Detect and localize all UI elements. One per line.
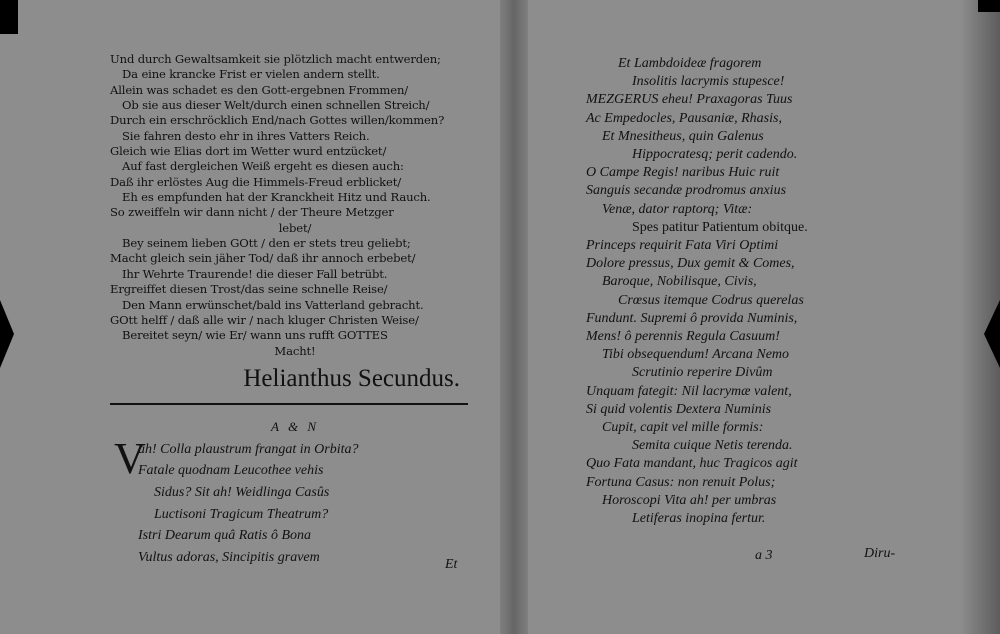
latin-verse-line: Fortuna Casus: non renuit Polus; — [586, 474, 776, 490]
latin-verse-line: Venæ, dator raptorq; Vitæ: — [602, 201, 753, 217]
verse-line: Allein was schadet es den Gott-ergebnen Frommen/ — [110, 82, 409, 97]
verse-line: lebet/ — [278, 220, 312, 235]
left-page — [110, 52, 480, 568]
latin-lines — [110, 433, 480, 569]
latin-verse-line: ah! Colla plaustrum frangat in Orbita? — [138, 441, 359, 457]
page-clip-right — [984, 300, 1000, 368]
book-gutter — [500, 0, 528, 634]
latin-verse-line: Dolore pressus, Dux gemit & Comes, — [586, 256, 795, 272]
latin-verse-line: Et Mnesitheus, quin Galenus — [602, 128, 764, 144]
latin-verse-line: Hippocratesq; perit cadendo. — [632, 147, 798, 163]
latin-verse-line: Insolitis lacrymis stupesce! — [632, 74, 785, 90]
verse-line: Sie fahren desto ehr in ihres Vatters Reich. — [122, 128, 370, 143]
verse-line: Und durch Gewaltsamkeit sie plötzlich macht entwerden; — [110, 52, 441, 66]
latin-verse-line: Vultus adoras, Sincipitis gravem — [138, 549, 320, 565]
verse-line: Daß ihr erlöstes Aug die Himmels-Freud erblicket/ — [110, 174, 401, 189]
latin-verse-line: Spes patitur Patientum obitque. — [632, 219, 808, 235]
latin-verse-line: Tibi obsequendum! Arcana Nemo — [602, 347, 790, 363]
latin-verse-line: Baroque, Nobilisque, Civis, — [602, 274, 757, 290]
verse-line: Bey seinem lieben GOtt / den er stets treu geliebt; — [122, 236, 411, 251]
latin-poem — [110, 433, 480, 569]
latin-verse-line: Sanguis secandæ prodromus anxius — [586, 183, 787, 199]
latin-verse-line: Crœsus itemque Codrus querelas — [618, 292, 804, 308]
latin-verse-line: Letiferas inopina fertur. — [632, 511, 766, 527]
verse-line: So zweiffeln wir dann nicht / der Theure Metzger — [110, 205, 394, 220]
latin-verse-line: Scrutinio reperire Divûm — [632, 365, 773, 381]
latin-verse-line: Ac Empedocles, Pausaniæ, Rhasis, — [586, 110, 782, 126]
latin-verse-line: Horoscopi Vita ah! per umbras — [602, 492, 777, 508]
verse-line: Macht gleich sein jäher Tod/ daß ihr annoch erbebet/ — [110, 251, 416, 266]
latin-verse-line: Mens! ô perennis Regula Casuum! — [586, 329, 780, 345]
latin-verse-line: Luctisoni Tragicum Theatrum? — [154, 506, 329, 522]
verse-line: Da eine krancke Frist er vielen andern stellt. — [122, 67, 380, 82]
latin-ode — [586, 55, 916, 528]
page-clip-left — [0, 300, 14, 368]
scan-corner-dark — [0, 0, 18, 34]
latin-verse-line: Si quid volentis Dextera Numinis — [586, 401, 772, 417]
verse-line: Den Mann erwünschet/bald ins Vatterland gebracht. — [122, 297, 424, 312]
catchword-left: Et — [445, 557, 458, 572]
latin-verse-line: Et Lambdoideæ fragorem — [618, 56, 762, 71]
latin-verse-line: Sidus? Sit ah! Weidlinga Casûs — [154, 485, 330, 501]
verse-line: Ihr Wehrte Traurende! die dieser Fall betrübt. — [122, 266, 388, 281]
catchword-right: Diru- — [864, 546, 896, 561]
verse-line: Ob sie aus dieser Welt/durch einen schnellen Streich/ — [122, 98, 430, 113]
section-ornament: A & N — [271, 418, 319, 434]
latin-verse-line: Quo Fata mandant, huc Tragicos agit — [586, 456, 798, 472]
verse-line: Bereitet seyn/ wie Er/ wann uns rufft GOTTES — [122, 328, 388, 343]
verse-line: Macht! — [274, 343, 316, 358]
latin-verse-line: Semita cuique Netis terenda. — [632, 438, 793, 454]
verse-line: Gleich wie Elias dort im Wetter wurd entzücket/ — [110, 144, 387, 159]
verse-line: GOtt helff / daß alle wir / nach kluger Christen Weise/ — [110, 312, 419, 327]
author-signature: Helianthus Secundus. — [243, 364, 460, 392]
german-poem — [110, 52, 480, 359]
verse-line: Ergreiffet diesen Trost/das seine schnelle Reise/ — [110, 282, 388, 297]
right-page — [586, 55, 916, 528]
latin-verse-line: MEZGERUS eheu! Praxagoras Tuus — [586, 92, 793, 108]
verse-line: Auf fast dergleichen Weiß ergeht es diesen auch: — [122, 159, 404, 174]
latin-verse-line: Istri Dearum quâ Ratis ô Bona — [138, 528, 312, 544]
latin-verse-line: Fundunt. Supremi ô provida Numinis, — [586, 310, 798, 326]
verse-line: Durch ein erschröcklich End/nach Gottes willen/kommen? — [110, 113, 445, 128]
latin-verse-line: Unquam fategit: Nil lacrymæ valent, — [586, 383, 792, 399]
latin-verse-line: Cupit, capit vel mille formis: — [602, 420, 764, 436]
section-rule — [110, 403, 468, 405]
drop-cap: V — [114, 433, 146, 483]
latin-verse-line: O Campe Regis! naribus Huic ruit — [586, 165, 780, 181]
latin-verse-line: Princeps requirit Fata Viri Optimi — [586, 238, 779, 254]
signature-mark: a 3 — [755, 548, 773, 563]
verse-line: Eh es empfunden hat der Kranckheit Hitz und Rauch. — [122, 190, 431, 205]
latin-verse-line: Fatale quodnam Leucothee vehis — [138, 463, 324, 479]
